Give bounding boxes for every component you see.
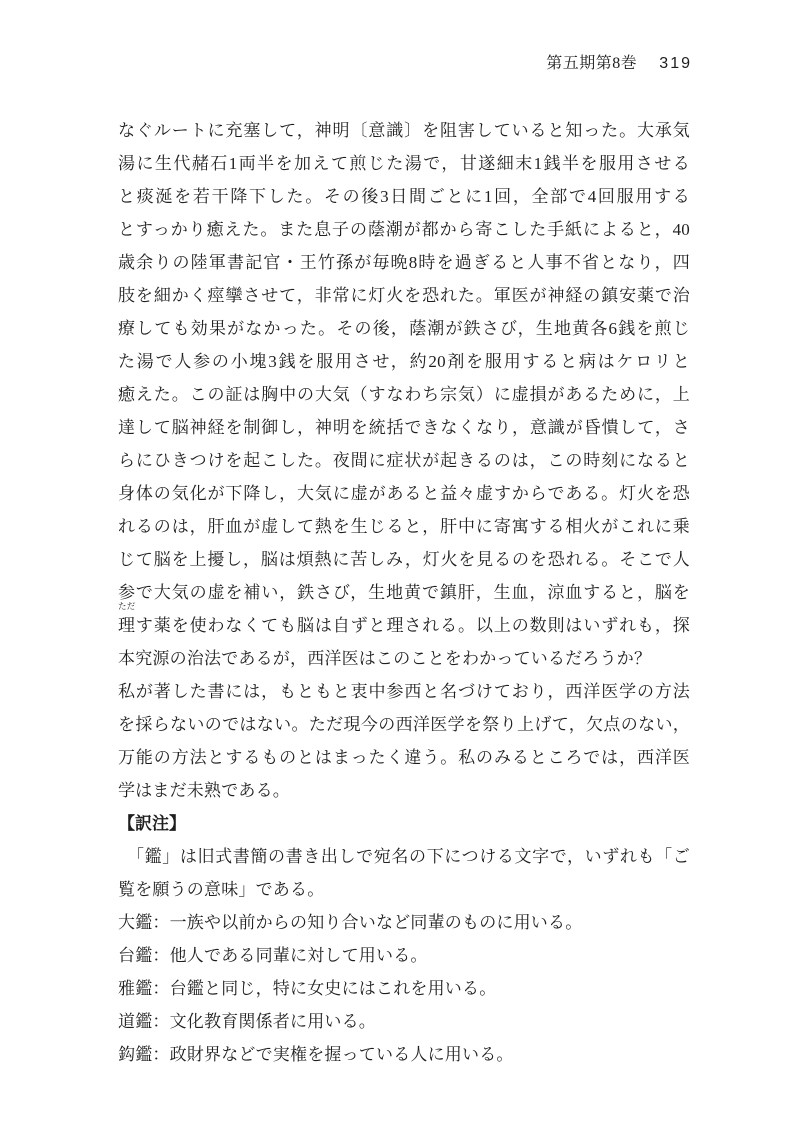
text-line: 私が著した書には，もともと衷中参西と名づけており，西洋医学の方法 xyxy=(118,682,690,701)
ruby-base: 理 xyxy=(118,616,136,635)
text-line: 参で大気の虚を補い，鉄さび，生地黄で鎮肝，生血，涼血すると，脳を xyxy=(118,583,690,602)
text-line: 学はまだ未熟である。 xyxy=(118,781,290,800)
text-line: とすっかり癒えた。また息子の蔭潮が都から寄こした手紙によると，40 xyxy=(118,220,690,239)
page-number: 319 xyxy=(659,55,692,72)
text-line: と痰涎を若干降下した。その後3日間ごとに1回，全部で4回服用する xyxy=(118,187,690,206)
text-line: 身体の気化が下降し，大気に虚があると益々虚すからである。灯火を恐 xyxy=(118,484,690,503)
note-item: 道鑑：文化教育関係者に用いる。 xyxy=(118,1012,376,1031)
text-line: らにひきつけを起こした。夜間に症状が起きるのは，この時刻になると xyxy=(118,451,690,470)
note-item: 台鑑：他人である同輩に対して用いる。 xyxy=(118,946,428,965)
note-line: 「鑑」は旧式書簡の書き出しで宛名の下につける文字で，いずれも「ご xyxy=(127,847,690,866)
text-line: 本究源の治法であるが，西洋医はこのことをわかっているだろうか？ xyxy=(118,649,652,668)
text-line: す薬を使わなくても脳は自ずと理される。以上の数則はいずれも，探 xyxy=(135,616,690,635)
text-line: 歳余りの陸軍書記官・王竹孫が毎晩8時を過ぎると人事不省となり，四 xyxy=(118,253,690,272)
text-line-with-ruby xyxy=(118,601,690,642)
volume-label: 第五期第8巻 xyxy=(546,55,638,72)
note-item: 大鑑：一族や以前からの知り合いなど同輩のものに用いる。 xyxy=(118,913,583,932)
text-line: た湯で人参の小塊3銭を服用させ，約20剤を服用すると病はケロリと xyxy=(118,352,690,371)
text-line: じて脳を上擾し，脳は煩熱に苦しみ，灯火を見るのを恐れる。そこで人 xyxy=(118,550,690,569)
text-line: れるのは，肝血が虚して熱を生じると，肝中に寄寓する相火がこれに乗 xyxy=(118,517,690,536)
text-line: 療しても効果がなかった。その後，蔭潮が鉄さび，生地黄各6銭を煎じ xyxy=(118,319,690,338)
note-item: 鈎鑑：政財界などで実権を握っている人に用いる。 xyxy=(118,1045,514,1064)
ruby-annotated-word xyxy=(118,601,136,642)
text-line: なぐルートに充塞して，神明〔意識〕を阻害していると知った。大承気 xyxy=(118,121,690,140)
note-item: 雅鑑：台鑑と同じ，特に女史にはこれを用いる。 xyxy=(118,979,497,998)
note-line: 覧を願うの意味」である。 xyxy=(118,880,325,899)
text-line: 万能の方法とするものとはまったく違う。私のみるところでは，西洋医 xyxy=(118,748,690,767)
text-line: を採らないのではない。ただ現今の西洋医学を祭り上げて，欠点のない， xyxy=(118,715,690,734)
translator-note-heading: 【訳注】 xyxy=(118,814,186,833)
running-head xyxy=(546,54,692,74)
text-line: 達して脳神経を制御し，神明を統括できなくなり，意識が昏憒して，さ xyxy=(118,418,690,437)
text-line: 癒えた。この証は胸中の大気（すなわち宗気）に虚損があるために，上 xyxy=(118,385,690,404)
text-line: 肢を細かく痙攣させて，非常に灯火を恐れた。軍医が神経の鎮安薬で治 xyxy=(118,286,690,305)
body-text xyxy=(118,114,690,1071)
ruby-reading: ただ xyxy=(118,601,136,611)
text-line: 湯に生代赭石1両半を加えて煎じた湯で，甘遂細末1銭半を服用させる xyxy=(118,154,690,173)
